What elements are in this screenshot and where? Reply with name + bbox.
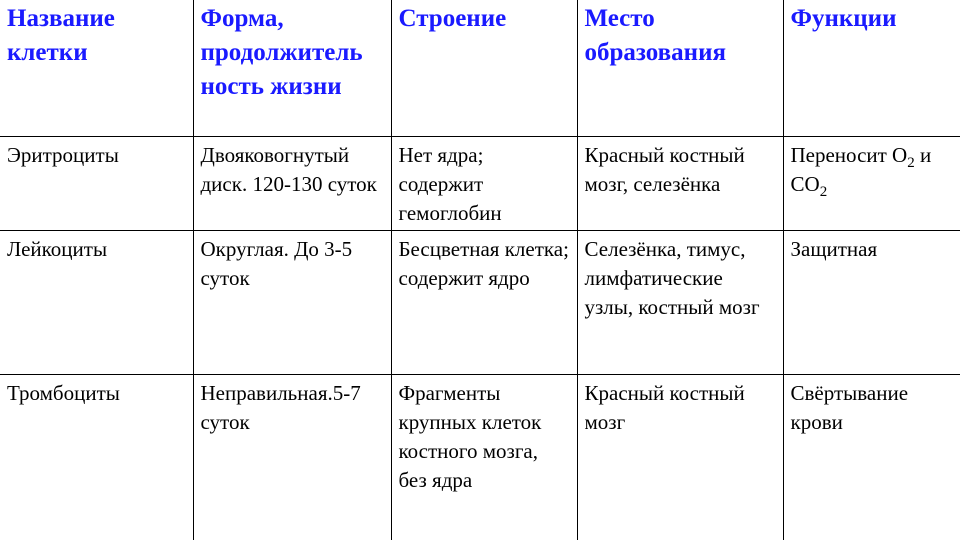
- cell-origin: Красный костный мозг, селезёнка: [577, 136, 783, 230]
- cell-structure: Нет ядра; содержит гемоглобин: [391, 136, 577, 230]
- cell-shape: Округлая. До 3-5 суток: [193, 230, 391, 374]
- header-cell-name: Название клетки: [0, 0, 193, 136]
- cell-function: [783, 136, 960, 230]
- cell-name: Лейкоциты: [0, 230, 193, 374]
- header-cell-origin: Место образования: [577, 0, 783, 136]
- header-cell-structure: Строение: [391, 0, 577, 136]
- cell-name: Тромбоциты: [0, 374, 193, 540]
- cell-origin: Селезёнка, тимус, лимфатические узлы, костный мозг: [577, 230, 783, 374]
- cell-shape: Двояковогнутый диск. 120-130 суток: [193, 136, 391, 230]
- header-cell-function: Функции: [783, 0, 960, 136]
- cell-structure: Бесцветная клетка; содержит ядро: [391, 230, 577, 374]
- header-cell-shape: Форма, продолжитель ность жизни: [193, 0, 391, 136]
- cell-name: Эритроциты: [0, 136, 193, 230]
- subscript-2: 2: [907, 154, 915, 171]
- table-row: [0, 230, 960, 374]
- function-text-prefix: Переносит O: [790, 142, 908, 167]
- cell-structure: Фрагменты крупных клеток костного мозга, без ядра: [391, 374, 577, 540]
- cell-origin: Красный костный мозг: [577, 374, 783, 540]
- function-text-mid: и CO: [790, 142, 932, 196]
- table-row: [0, 136, 960, 230]
- table-header-row: [0, 0, 960, 136]
- table-row: [0, 374, 960, 540]
- cell-function: Свёртывание крови: [783, 374, 960, 540]
- cell-function: Защитная: [783, 230, 960, 374]
- cell-shape: Неправильная.5-7 суток: [193, 374, 391, 540]
- subscript-2: 2: [819, 183, 828, 200]
